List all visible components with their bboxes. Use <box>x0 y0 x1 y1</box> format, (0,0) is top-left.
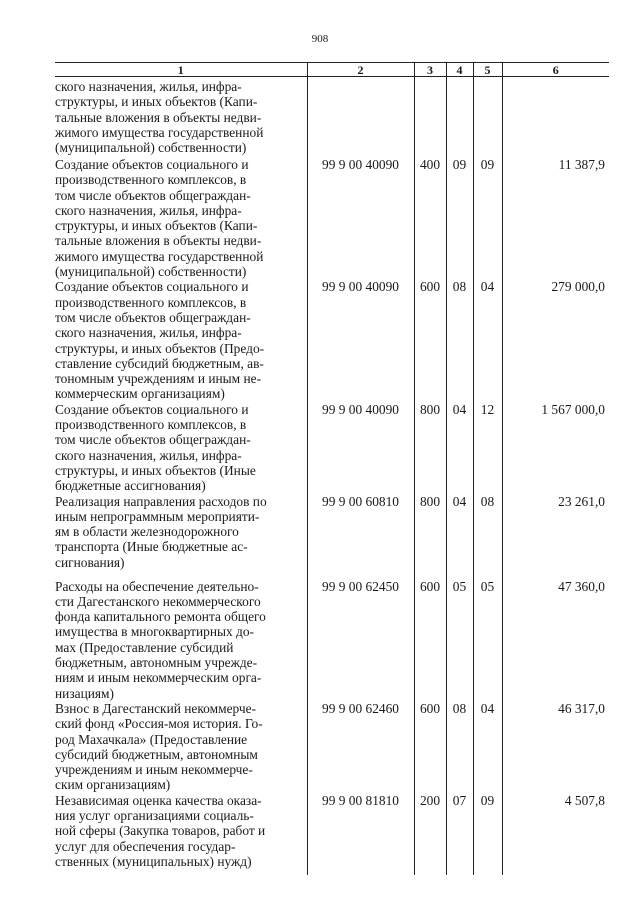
row-amount: 1 567 000,0 <box>502 402 609 494</box>
row-target-code: 99 9 00 40090 <box>307 279 414 401</box>
header-col-5: 5 <box>473 63 502 77</box>
row-section: 08 <box>446 279 473 401</box>
row-subsection: 12 <box>473 402 502 494</box>
row-expense-type: 800 <box>414 402 446 494</box>
table-header-row <box>55 63 609 77</box>
row-subsection <box>473 77 502 158</box>
row-target-code: 99 9 00 81810 <box>307 793 414 875</box>
row-subsection: 05 <box>473 579 502 701</box>
row-subsection: 09 <box>473 793 502 875</box>
table-body <box>55 77 609 875</box>
row-expense-type: 400 <box>414 157 446 279</box>
table-row <box>55 157 609 279</box>
row-target-code: 99 9 00 60810 <box>307 494 414 579</box>
row-expense-type: 600 <box>414 279 446 401</box>
row-section: 05 <box>446 579 473 701</box>
row-amount <box>502 77 609 158</box>
row-description: Создание объектов социального и производственного комплексов, в том числе объектов общеграждан- ского назначения, жилья, инфра- структуры, и иных объектов (Капи- тальные вложения в объекты недви- жимого имущества государственной (муниципальной) собственности) <box>55 157 264 280</box>
row-section: 04 <box>446 494 473 579</box>
row-section <box>446 77 473 158</box>
table-row <box>55 402 609 494</box>
table-row <box>55 494 609 579</box>
row-amount: 4 507,8 <box>502 793 609 875</box>
header-col-1: 1 <box>55 63 307 77</box>
row-section: 08 <box>446 701 473 793</box>
row-expense-type: 600 <box>414 579 446 701</box>
row-section: 04 <box>446 402 473 494</box>
table-row <box>55 279 609 401</box>
row-description: Расходы на обеспечение деятельно- сти Дагестанского некоммерческого фонда капитального ремонта общего имущества в многоквартирных до- мах (Предоставление субсидий бюджетным, автономным учрежде- ниям и иным некоммерческим орга- низациям) <box>55 578 266 701</box>
table-row <box>55 701 609 793</box>
row-subsection: 08 <box>473 494 502 579</box>
row-expense-type: 800 <box>414 494 446 579</box>
row-section: 07 <box>446 793 473 875</box>
row-amount: 47 360,0 <box>502 579 609 701</box>
row-section: 09 <box>446 157 473 279</box>
table-row <box>55 77 609 158</box>
row-subsection: 04 <box>473 279 502 401</box>
header-col-3: 3 <box>414 63 446 77</box>
header-col-2: 2 <box>307 63 414 77</box>
row-amount: 279 000,0 <box>502 279 609 401</box>
row-description: Создание объектов социального и производственного комплексов, в том числе объектов общеграждан- ского назначения, жилья, инфра- структуры, и иных объектов (Предо- ставление субсидий бюджетным, ав- тономным учреждениям и иным не- коммерческим организациям) <box>55 279 265 402</box>
row-expense-type: 600 <box>414 701 446 793</box>
header-col-4: 4 <box>446 63 473 77</box>
budget-table <box>55 62 609 875</box>
page-number: 908 <box>311 33 329 45</box>
row-expense-type <box>414 77 446 158</box>
row-amount: 23 261,0 <box>502 494 609 579</box>
row-target-code <box>307 77 414 158</box>
row-target-code: 99 9 00 40090 <box>307 402 414 494</box>
row-description: Взнос в Дагестанский некоммерче- ский фонд «Россия-моя история. Го- род Махачкала» (Предоставление субсидий бюджетным, автономным учреждениям и иным некоммерче- ским организациям) <box>55 700 263 793</box>
row-subsection: 04 <box>473 701 502 793</box>
row-target-code: 99 9 00 62450 <box>307 579 414 701</box>
row-amount: 46 317,0 <box>502 701 609 793</box>
row-description: ского назначения, жилья, инфра- структуры, и иных объектов (Капи- тальные вложения в объекты недви- жимого имущества государственной (муниципальной) собственности) <box>55 79 264 156</box>
row-target-code: 99 9 00 40090 <box>307 157 414 279</box>
row-description: Создание объектов социального и производственного комплексов, в том числе объектов общеграждан- ского назначения, жилья, инфра- структуры, и иных объектов (Иные бюджетные ассигнования) <box>55 401 256 494</box>
table-row <box>55 793 609 875</box>
row-description: Реализация направления расходов по иным непрограммным мероприяти- ям в области железнодорожного транспорта (Иные бюджетные ас- сигнования) <box>55 493 267 570</box>
row-description: Независимая оценка качества оказа- ния услуг организациями социаль- ной сферы (Закупка товаров, работ и услуг для обеспечения государ- ственных (муниципальных) нужд) <box>55 792 266 869</box>
row-amount: 11 387,9 <box>502 157 609 279</box>
row-target-code: 99 9 00 62460 <box>307 701 414 793</box>
header-col-6: 6 <box>502 63 609 77</box>
table-row <box>55 579 609 701</box>
row-expense-type: 200 <box>414 793 446 875</box>
row-subsection: 09 <box>473 157 502 279</box>
